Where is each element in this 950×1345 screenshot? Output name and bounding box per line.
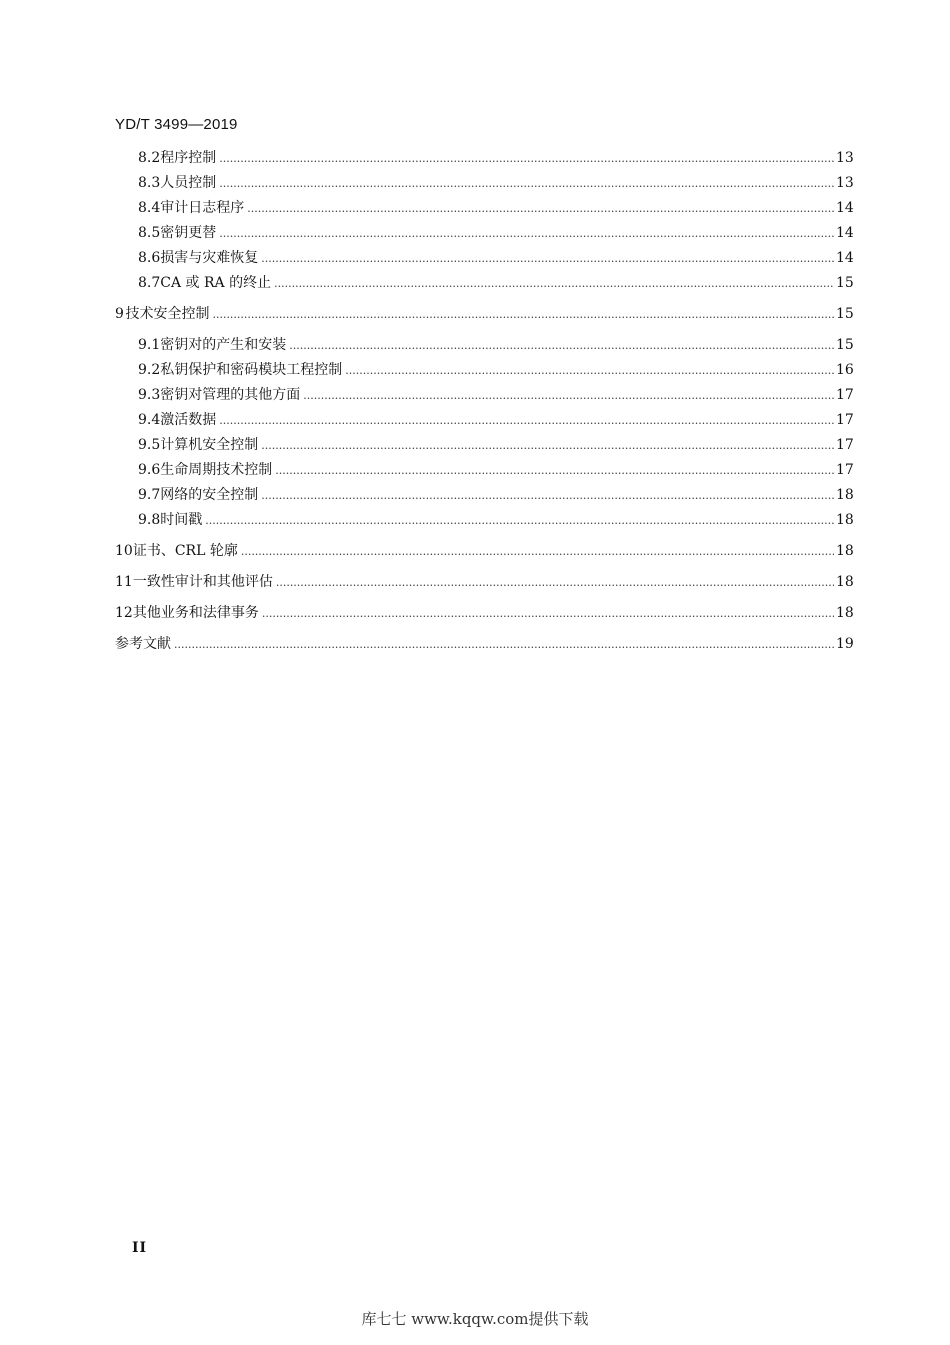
toc-leader-dots bbox=[219, 174, 834, 194]
toc-entry-12[interactable] bbox=[115, 603, 852, 623]
toc-leader-dots bbox=[345, 361, 834, 381]
toc-number: 8.2 bbox=[138, 150, 161, 166]
toc-page-number: 17 bbox=[836, 412, 854, 428]
toc-entry-9-3[interactable] bbox=[138, 385, 852, 405]
toc-page-number: 17 bbox=[836, 387, 854, 403]
toc-leader-dots bbox=[261, 249, 834, 269]
document-id-header: YD/T 3499—2019 bbox=[115, 116, 238, 133]
toc-entry-9-6[interactable] bbox=[138, 460, 852, 480]
toc-title: 人员控制 bbox=[160, 175, 217, 191]
toc-page-number: 18 bbox=[836, 512, 854, 528]
toc-number: 8.5 bbox=[138, 225, 161, 241]
toc-title: 损害与灾难恢复 bbox=[160, 250, 259, 266]
toc-leader-dots bbox=[274, 274, 834, 294]
toc-page-number: 15 bbox=[836, 306, 854, 322]
toc-number: 9 bbox=[115, 306, 124, 322]
toc-page-number: 15 bbox=[836, 275, 854, 291]
toc-entry-9-8[interactable] bbox=[138, 510, 852, 530]
toc-page-number: 18 bbox=[836, 574, 854, 590]
toc-entry-references[interactable] bbox=[115, 634, 852, 654]
toc-title: 参考文献 bbox=[115, 636, 171, 652]
toc-leader-dots bbox=[303, 386, 834, 406]
toc-entry-8-3[interactable] bbox=[138, 173, 852, 193]
toc-number: 8.7 bbox=[138, 275, 161, 291]
toc-number: 10 bbox=[115, 543, 133, 559]
toc-entry-9[interactable] bbox=[115, 304, 852, 324]
toc-leader-dots bbox=[241, 542, 834, 562]
toc-title: 激活数据 bbox=[160, 412, 217, 428]
toc-number: 9.6 bbox=[138, 462, 161, 478]
toc-title: 密钥对的产生和安装 bbox=[160, 337, 287, 353]
toc-number: 11 bbox=[115, 574, 133, 590]
toc-leader-dots bbox=[289, 336, 834, 356]
toc-title: CA 或 RA 的终止 bbox=[160, 275, 272, 291]
toc-page-number: 17 bbox=[836, 437, 854, 453]
toc-number: 9.7 bbox=[138, 487, 161, 503]
toc-number: 8.6 bbox=[138, 250, 161, 266]
toc-leader-dots bbox=[219, 149, 834, 169]
toc-title: 私钥保护和密码模块工程控制 bbox=[160, 362, 343, 378]
toc-entry-9-5[interactable] bbox=[138, 435, 852, 455]
toc-entry-8-7[interactable] bbox=[138, 273, 852, 293]
toc-number: 9.2 bbox=[138, 362, 161, 378]
toc-entry-10[interactable] bbox=[115, 541, 852, 561]
toc-leader-dots bbox=[205, 511, 834, 531]
toc-leader-dots bbox=[219, 224, 834, 244]
watermark-text: 库七七 www.kqqw.com提供下载 bbox=[361, 1310, 589, 1328]
toc-title: 生命周期技术控制 bbox=[160, 462, 273, 478]
toc-title: 一致性审计和其他评估 bbox=[132, 574, 273, 590]
toc-title: 证书、CRL 轮廓 bbox=[132, 543, 238, 559]
toc-title: 计算机安全控制 bbox=[160, 437, 259, 453]
toc-page-number: 14 bbox=[836, 225, 854, 241]
toc-number: 8.4 bbox=[138, 200, 161, 216]
toc-number: 8.3 bbox=[138, 175, 161, 191]
toc-title: 程序控制 bbox=[160, 150, 217, 166]
toc-entry-8-2[interactable] bbox=[138, 148, 852, 168]
toc-title: 时间戳 bbox=[160, 512, 203, 528]
toc-page-number: 18 bbox=[836, 543, 854, 559]
toc-leader-dots bbox=[276, 573, 834, 593]
toc-page-number: 14 bbox=[836, 250, 854, 266]
toc-page-number: 19 bbox=[836, 636, 854, 652]
toc-number: 9.8 bbox=[138, 512, 161, 528]
toc-page-number: 15 bbox=[836, 337, 854, 353]
toc-title: 其他业务和法律事务 bbox=[132, 605, 259, 621]
toc-page-number: 18 bbox=[836, 487, 854, 503]
toc-title: 审计日志程序 bbox=[160, 200, 245, 216]
toc-title: 密钥对管理的其他方面 bbox=[160, 387, 301, 403]
toc-page-number: 18 bbox=[836, 605, 854, 621]
toc-title: 密钥更替 bbox=[160, 225, 217, 241]
toc-leader-dots bbox=[247, 199, 834, 219]
toc-title: 网络的安全控制 bbox=[160, 487, 259, 503]
toc-entry-9-2[interactable] bbox=[138, 360, 852, 380]
toc-leader-dots bbox=[261, 486, 834, 506]
toc-page-number: 17 bbox=[836, 462, 854, 478]
toc-entry-8-6[interactable] bbox=[138, 248, 852, 268]
toc-page-number: 16 bbox=[836, 362, 854, 378]
toc-page-number: 14 bbox=[836, 200, 854, 216]
toc-number: 9.5 bbox=[138, 437, 161, 453]
toc-leader-dots bbox=[212, 305, 834, 325]
toc-number: 9.4 bbox=[138, 412, 161, 428]
toc-page-number: 13 bbox=[836, 175, 854, 191]
toc-leader-dots bbox=[262, 604, 834, 624]
toc-title: 技术安全控制 bbox=[125, 306, 210, 322]
toc-leader-dots bbox=[275, 461, 834, 481]
toc-entry-9-7[interactable] bbox=[138, 485, 852, 505]
page-number: II bbox=[132, 1240, 148, 1256]
toc-leader-dots bbox=[219, 411, 834, 431]
toc-number: 9.3 bbox=[138, 387, 161, 403]
toc-page-number: 13 bbox=[836, 150, 854, 166]
toc-leader-dots bbox=[174, 635, 834, 655]
toc-entry-8-4[interactable] bbox=[138, 198, 852, 218]
toc-number: 12 bbox=[115, 605, 133, 621]
toc-entry-11[interactable] bbox=[115, 572, 852, 592]
toc-entry-9-4[interactable] bbox=[138, 410, 852, 430]
toc-leader-dots bbox=[261, 436, 834, 456]
toc-number: 9.1 bbox=[138, 337, 161, 353]
toc-entry-9-1[interactable] bbox=[138, 335, 852, 355]
toc-entry-8-5[interactable] bbox=[138, 223, 852, 243]
